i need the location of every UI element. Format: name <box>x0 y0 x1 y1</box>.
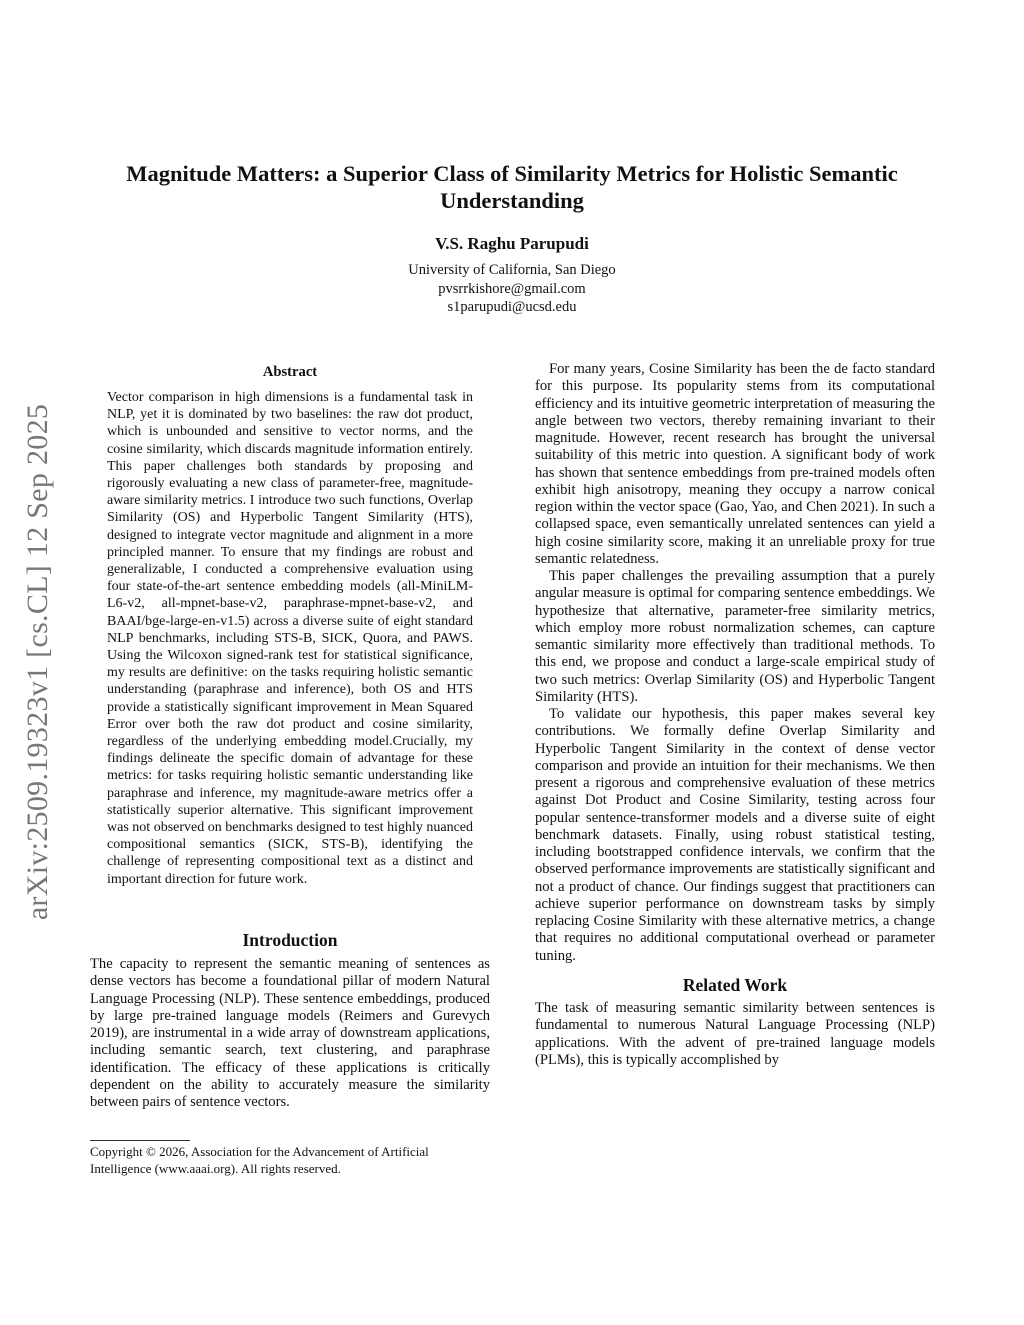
body-paragraph: To validate our hypothesis, this paper makes several key contributions. We formally define Overlap Similarity and Hyperbolic Tangent Similarity in the context of dense vector comparison and provide an intuition for their mechanisms. We then present a rigorous and comprehensive evaluation of these metrics against Dot Product and Cosine Similarity, testing across four popular sentence-transformer models and a diverse suite of eight benchmark datasets. Finally, using robust statistical testing, including bootstrapped confidence intervals, we confirm that the observed performance improvements are statistically significant and not a product of chance. Our findings suggest that practitioners can achieve superior performance on downstream tasks by simply replacing Cosine Similarity with these alternative metrics, a change that requires no additional computational overhead or parameter tuning. <box>535 706 935 964</box>
introduction-paragraph: The capacity to represent the semantic meaning of sentences as dense vectors has become a foundational pillar of modern Natural Language Processing (NLP). These sentence embeddings, produced by large pre-trained language models (Reimers and Gurevych 2019), are instrumental in a wide array of downstream applications, including semantic search, text clustering, and paraphrase identification. The efficacy of these applications is critically dependent on the ability to accurately measure the similarity between pairs of sentence vectors. <box>90 956 490 1110</box>
footnote-rule <box>90 1140 190 1141</box>
related-work-heading: Related Work <box>682 974 788 995</box>
arxiv-identifier: arXiv:2509.19323v1 [cs.CL] 12 Sep 2025 <box>21 403 54 921</box>
introduction-heading: Introduction <box>242 930 338 950</box>
author-name: V.S. Raghu Parupudi <box>435 234 589 253</box>
email: s1parupudi@ucsd.edu <box>447 299 577 315</box>
email: pvsrrkishore@gmail.com <box>438 280 586 297</box>
paper-title: Magnitude Matters: a Superior Class of Similarity Metrics for Holistic Semantic Understanding <box>126 161 898 213</box>
body-paragraph: For many years, Cosine Similarity has been the de facto standard for this purpose. Its popularity stems from its computational efficiency and its intuitive geometric interpretation of measuring the angle between two vectors, thereby remaining invariant to their magnitude. However, recent research has brought the universal suitability of this metric into question. A significant body of work has shown that sentence embeddings from pre-trained models often exhibit high anisotropy, meaning they occupy a narrow conical region within the vector space (Gao, Yao, and Chen 2021). In such a collapsed space, even semantically unrelated sentences can yield a high cosine similarity score, making it an unreliable proxy for true semantic relatedness. <box>535 361 935 567</box>
institution: University of California, San Diego <box>408 262 616 278</box>
body-paragraph: This paper challenges the prevailing assumption that a purely angular measure is optimal for comparing sentence embeddings. We hypothesize that alternative, parameter-free similarity metrics, which employ more robust normalization schemes, can capture semantic similarity more effectively than traditional methods. To this end, we propose and conduct a large-scale empirical study of two such metrics: Overlap Similarity (OS) and Hyperbolic Tangent Similarity (HTS). <box>535 568 935 705</box>
affiliation <box>0 261 1024 317</box>
right-column <box>535 361 935 1069</box>
related-work-paragraph: The task of measuring semantic similarity between sentences is fundamental to numerous Natural Language Processing (NLP) applications. With the advent of pre-trained language models (PLMs), this is typically accomplished by <box>535 1000 935 1068</box>
abstract-text: Vector comparison in high dimensions is a fundamental task in NLP, yet it is dominated by two baselines: the raw dot product, which is unbounded and sensitive to vector norms, and the cosine similarity, which discards magnitude information entirely. This paper challenges both standards by proposing and rigorously evaluating a new class of parameter-free, magnitude-aware similarity metrics. I introduce two such functions, Overlap Similarity (OS) and Hyperbolic Tangent Similarity (HTS), designed to integrate vector magnitude and alignment in a more principled manner. To ensure that my findings are robust and generalizable, I conducted a comprehensive evaluation using four state-of-the-art sentence embedding models (all-MiniLM-L6-v2, all-mpnet-base-v2, paraphrase-mpnet-base-v2, and BAAI/bge-large-en-v1.5) across a diverse suite of eight standard NLP benchmarks, including STS-B, SICK, Quora, and PAWS. Using the Wilcoxon signed-rank test for statistical significance, my results are definitive: on the tasks requiring holistic semantic understanding (paraphrase and inference), both OS and HTS provide a statistically significant improvement in Mean Squared Error over both the raw dot product and cosine similarity, regardless of the underlying embedding model.Crucially, my findings delineate the specific domain of advantage for these metrics: for tasks requiring holistic semantic understanding like paraphrase and inference, my magnitude-aware metrics offer a statistically superior alternative. This significant improvement was not observed on benchmarks designed to test highly nuanced compositional semantics (SICK, STS-B), identifying the challenge of representing compositional text as a distinct and important direction for future work. <box>107 390 473 887</box>
copyright-footnote: Copyright © 2026, Association for the Advancement of Artificial Intelligence (www.aaai.org). All rights reserved. <box>90 1144 429 1176</box>
abstract-heading: Abstract <box>262 364 318 380</box>
